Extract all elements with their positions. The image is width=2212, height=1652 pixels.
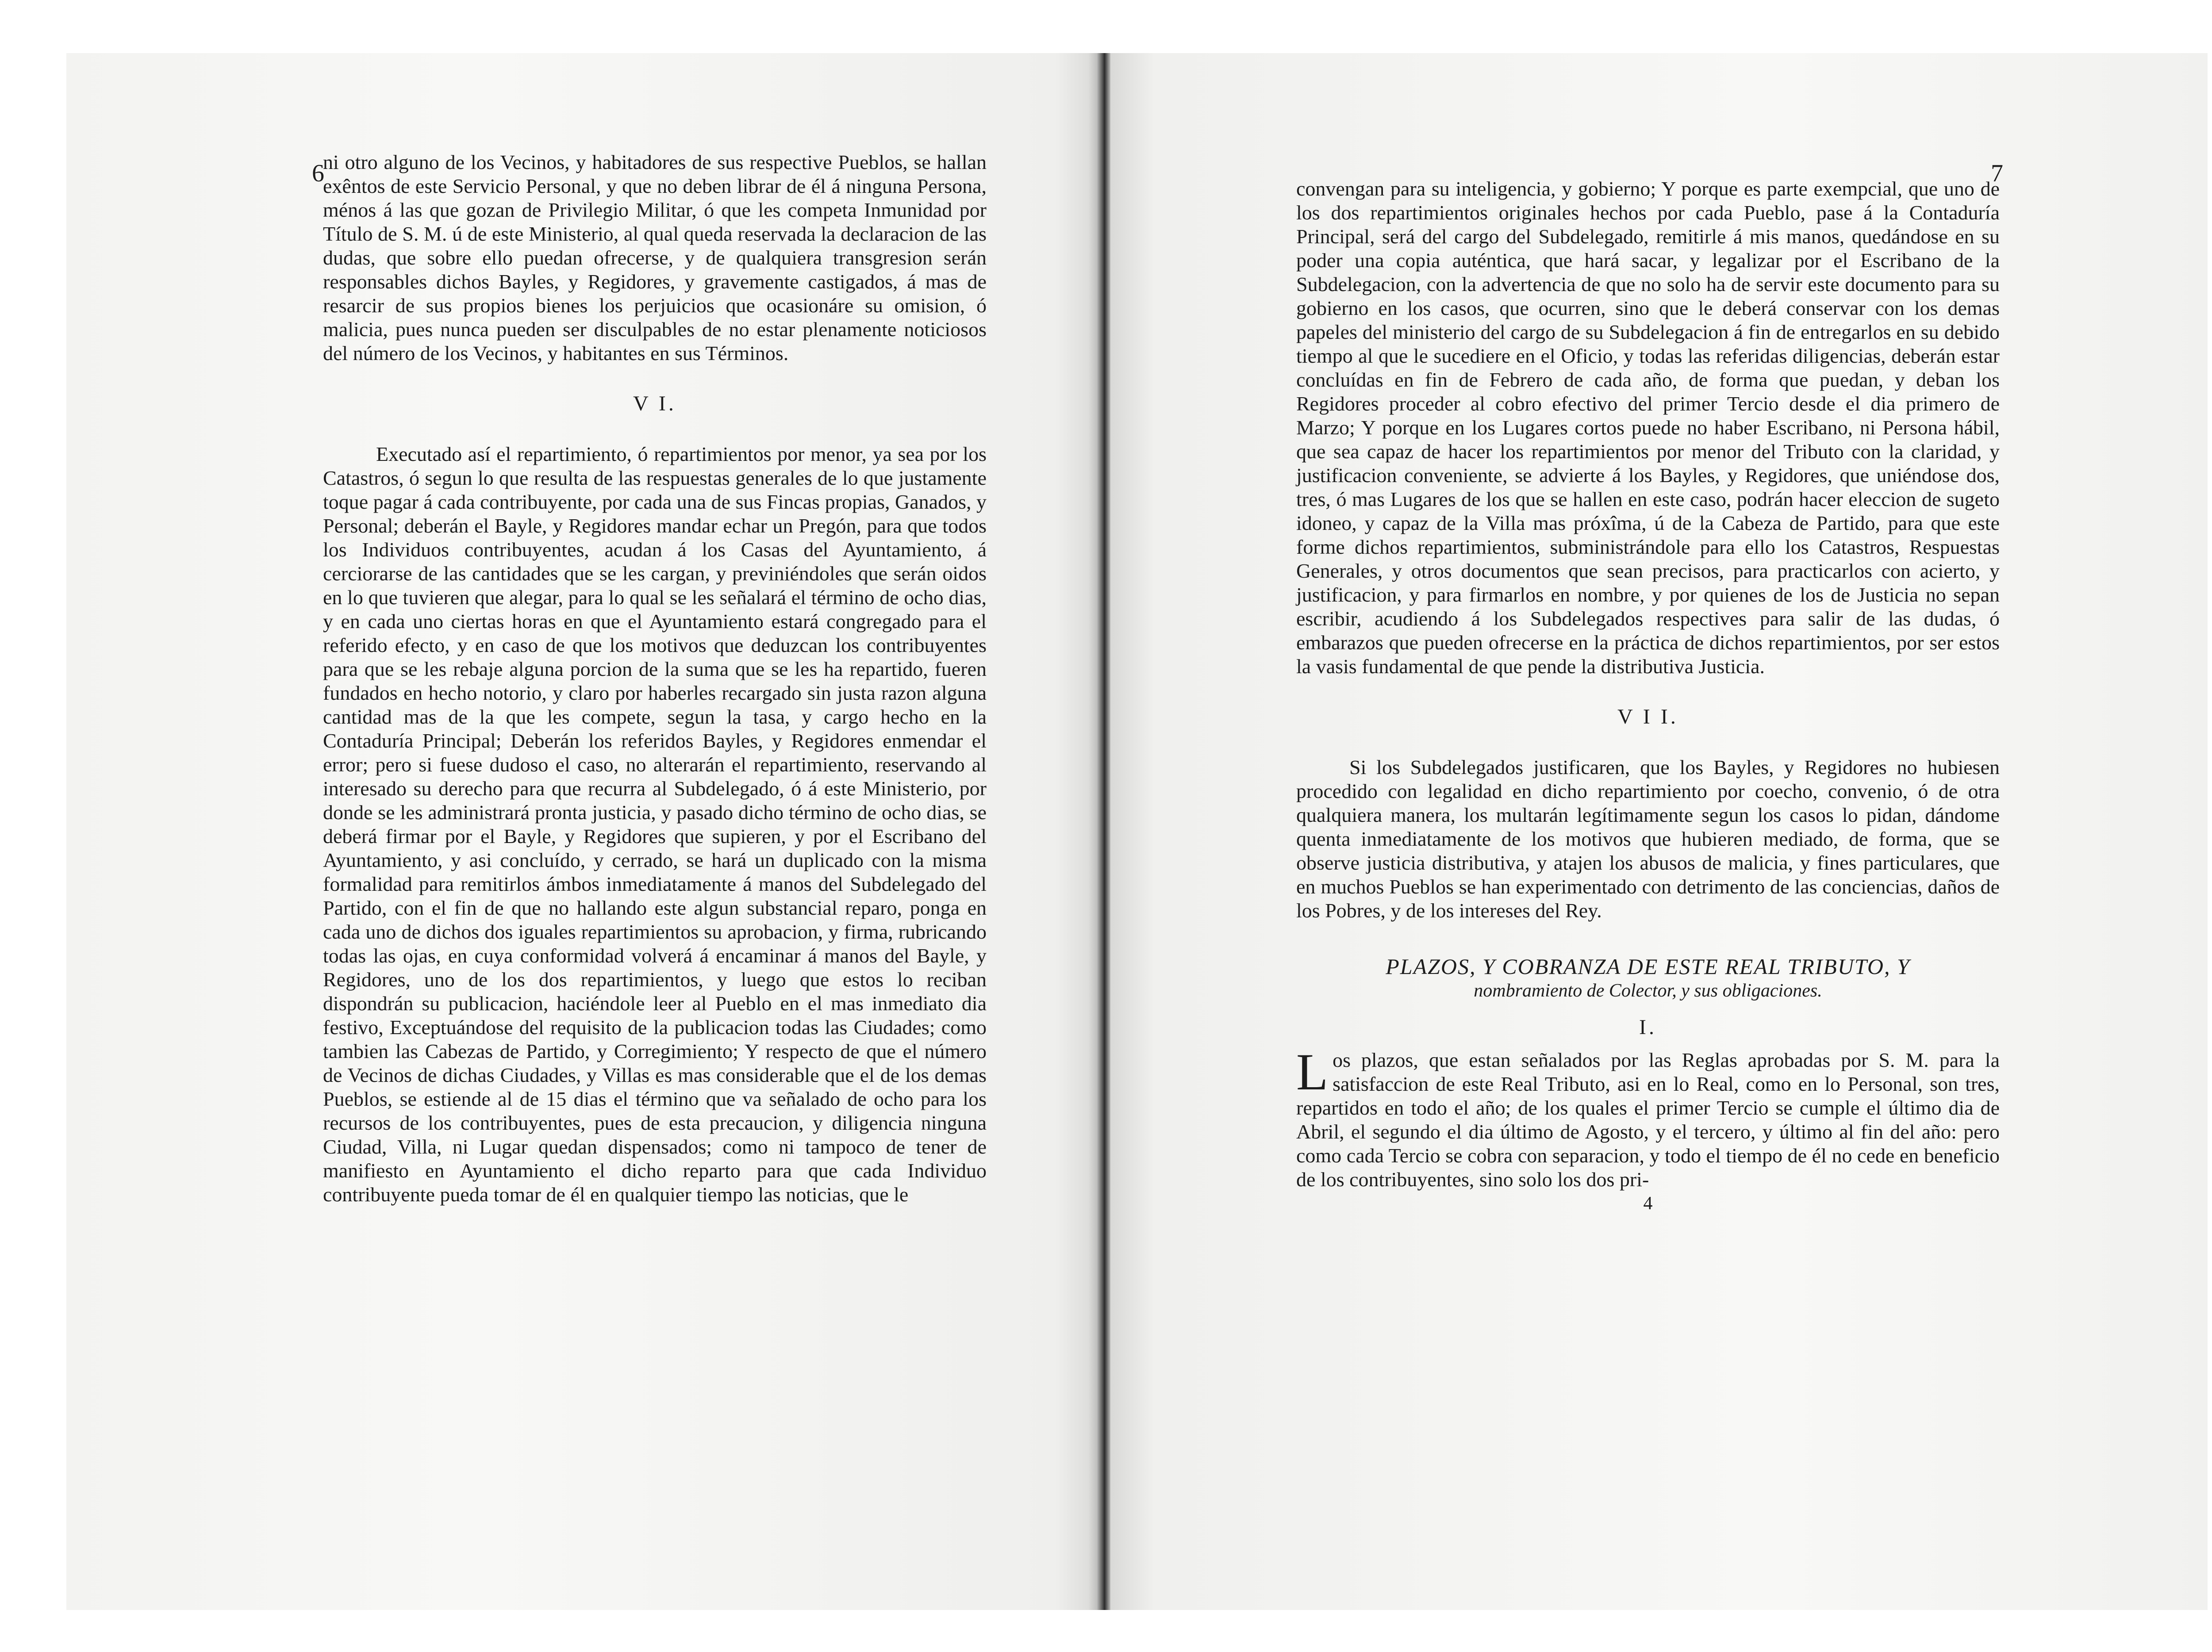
- continued-paragraph: convengan para su inteligencia, y gobierno; Y porque es parte exempcial, que uno de los dos repartimientos originales hechos por cada Pueblo, pase á la Contaduría Principal, será del cargo del Subdelegado, remitirle á mis manos, quedándose en su poder una copia auténtica, que hará sacar, y legalizar por el Escribano de la Subdelegacion, con la advertencia de que no solo ha de servir este documento para su gobierno en los casos, que ocurren, sino que le deberá conservar con los demas papeles del ministerio del cargo de su Subdelegacion á fin de entregarlos en su debido tiempo al que le sucediere en el Oficio, y todas las referidas diligencias, deberán estar concluídas en fin de Febrero de cada año, de forma que puedan, y deban los Regidores proceder al cobro efectivo del primer Tercio desde el dia primero de Marzo; Y porque en los Lugares cortos puede no haber Escribano, ni Persona hábil, que sea capaz de hacer los repartimientos por menor del Tributo con la claridad, y justificacion conveniente, se advierte á los Bayles, y Regidores, que uniéndose dos, tres, ó mas Lugares de los que se hallen en este caso, podrán hacer eleccion de sugeto idoneo, y capaz de la Villa mas próxîma, ú de la Cabeza de Partido, para que este forme dichos repartimientos, subministrándole para ello los Catastros, Respuestas Generales, y otros documentos que sean precisos, para practicarlos con acierto, y justificacion, y para firmarlos en nombre, y por quienes de los de Justicia no sepan escribir, acudiendo á los Subdelegados respectives para salir de las dudas, ó embarazos que pueden ofrecerse en la práctica de dichos repartimientos, por ser estos la vasis fundamental de que pende la distributiva Justicia.: [1296, 177, 2000, 678]
- page-gutter-shadow: [1088, 53, 1097, 1610]
- open-book: [66, 53, 2208, 1610]
- section-number: V I.: [633, 392, 676, 415]
- left-page: [66, 53, 1097, 1610]
- drop-cap: L: [1296, 1043, 1329, 1101]
- subsection-number: I.: [1639, 1016, 1657, 1039]
- page-number: 6: [312, 160, 324, 187]
- right-page: [1110, 53, 2208, 1610]
- chapter-heading: PLAZOS, Y COBRANZA DE ESTE REAL TRIBUTO, Y: [1386, 954, 1910, 979]
- text-column: [323, 150, 987, 1207]
- section-paragraph: Executado así el repartimiento, ó repartimientos por menor, ya sea por los Catastros, ó segun lo que resulta de las respuestas generales de lo que justamente toque pagar á cada contribuyente, por cada una de sus Fincas propias, Ganados, y Personal; deberán el Bayle, y Regidores mandar echar un Pregón, para que todos los Individuos contribuyentes, acudan á los Casas del Ayuntamiento, á cerciorarse de las cantidades que se les cargan, y previniéndoles que serán oidos en lo que tuvieren que alegar, para lo qual se les señalará el término de ocho dias, y en cada uno ciertas horas en que el Ayuntamiento estará congregado para el referido efecto, y en caso de que los motivos que deduzcan los contribuyentes para que se les rebaje alguna porcion de la suma que se les ha repartido, fueren fundados en hecho notorio, y claro por haberles recargado sin justa razon alguna cantidad mas de la que les compete, segun la tasa, y cargo hecho en la Contaduría Principal; Deberán los referidos Bayles, y Regidores enmendar el error; pero si fuese dudoso el caso, no alterarán el repartimiento, reservando al interesado su derecho para que recurra al Subdelegado, ó á este Ministerio, por donde se les administrará pronta justicia, y pasado dicho término de ocho dias, se deberá firmar por el Bayle, y Regidores que supieren, y por el Escribano del Ayuntamiento, y asi concluído, y cerrado, se hará un duplicado con la misma formalidad para remitirlos ámbos inmediatamente á manos del Subdelegado del Partido, con el fin de que no hallando este algun substancial reparo, ponga en cada uno de dichos dos iguales repartimientos su aprobacion, y firma, rubricando todas las ojas, en cuya conformidad volverá á encaminar á manos del Bayle, y Regidores, uno de los dos repartimientos, y luego que estos lo reciban dispondrán su publicacion, haciéndole leer al Pueblo en el mas inmediato dia festivo, Exceptuándose del requisito de la publicacion todas las Ciudades; como tambien las Cabezas de Partido, y Corregimiento; Y respecto de que el número de Vecinos de dichas Ciudades, y Villas es mas considerable que el de los demas Pueblos, se estiende al de 15 dias el término que va señalado de ocho para los recursos de los contribuyentes, pues de esta precaucion, y diligencia ninguna Ciudad, Villa, ni Lugar quedan dispensados; como ni tampoco de tener de manifiesto en Ayuntamiento el dicho reparto para que cada Individuo contribuyente pueda tomar de él en qualquier tiempo las noticias, que le: [323, 443, 987, 1206]
- signature-mark: 4: [1643, 1193, 1653, 1214]
- continued-paragraph: ni otro alguno de los Vecinos, y habitadores de sus respective Pueblos, se hallan exêntos de este Servicio Personal, y que no deben librar de él á ninguna Persona, ménos á las que gozan de Privilegio Militar, ó que les competa Inmunidad por Título de S. M. ú de este Ministerio, al qual queda reservada la declaracion de las dudas, que sobre ello puedan ofrecerse, y de qualquiera transgresion serán responsables dichos Bayles, y Regidores, y gravemente castigados, á mas de resarcir de sus propios bienes los perjuicios que ocasionáre su omision, ó malicia, pues nunca pueden ser disculpables de no estar plenamente noticiosos del número de los Vecinos, y habitantes en sus Términos.: [323, 151, 987, 364]
- subsection-paragraph: [1296, 1043, 2000, 1192]
- chapter-subheading: nombramiento de Colector, y sus obligaciones.: [1474, 981, 1822, 1001]
- subsection-text: os plazos, que estan señalados por las Reglas aprobadas por S. M. para la satisfaccion de este Real Tributo, asi en lo Real, como en lo Personal, son tres, repartidos en todo el año; de los quales el primer Tercio se cumple el último dia de Abril, el segundo el dia último de Agosto, y el tercero, y último al fin del año: pero como cada Tercio se cobra con separacion, y todo el tiempo de él no cede en beneficio de los contribuyentes, sino solo los dos pri-: [1296, 1049, 2000, 1191]
- book-spine: [1097, 53, 1110, 1610]
- text-column: [1296, 177, 2000, 1215]
- section-number: V I I.: [1617, 705, 1678, 728]
- page-number: 7: [1991, 160, 2003, 187]
- section-paragraph: Si los Subdelegados justificaren, que los Bayles, y Regidores no hubiesen procedido con legalidad en dicho repartimiento por coecho, convenio, ó de otra qualquiera manera, los multarán legítimamente segun los casos lo pidan, dándome quenta inmediatamente de los motivos que hubieren mediado, de forma, que se observe justicia distributiva, y atajen los abusos de malicia, y fines particulares, que en muchos Pueblos se han experimentado con detrimento de las conciencias, daños de los Pobres, y de los intereses del Rey.: [1296, 756, 2000, 922]
